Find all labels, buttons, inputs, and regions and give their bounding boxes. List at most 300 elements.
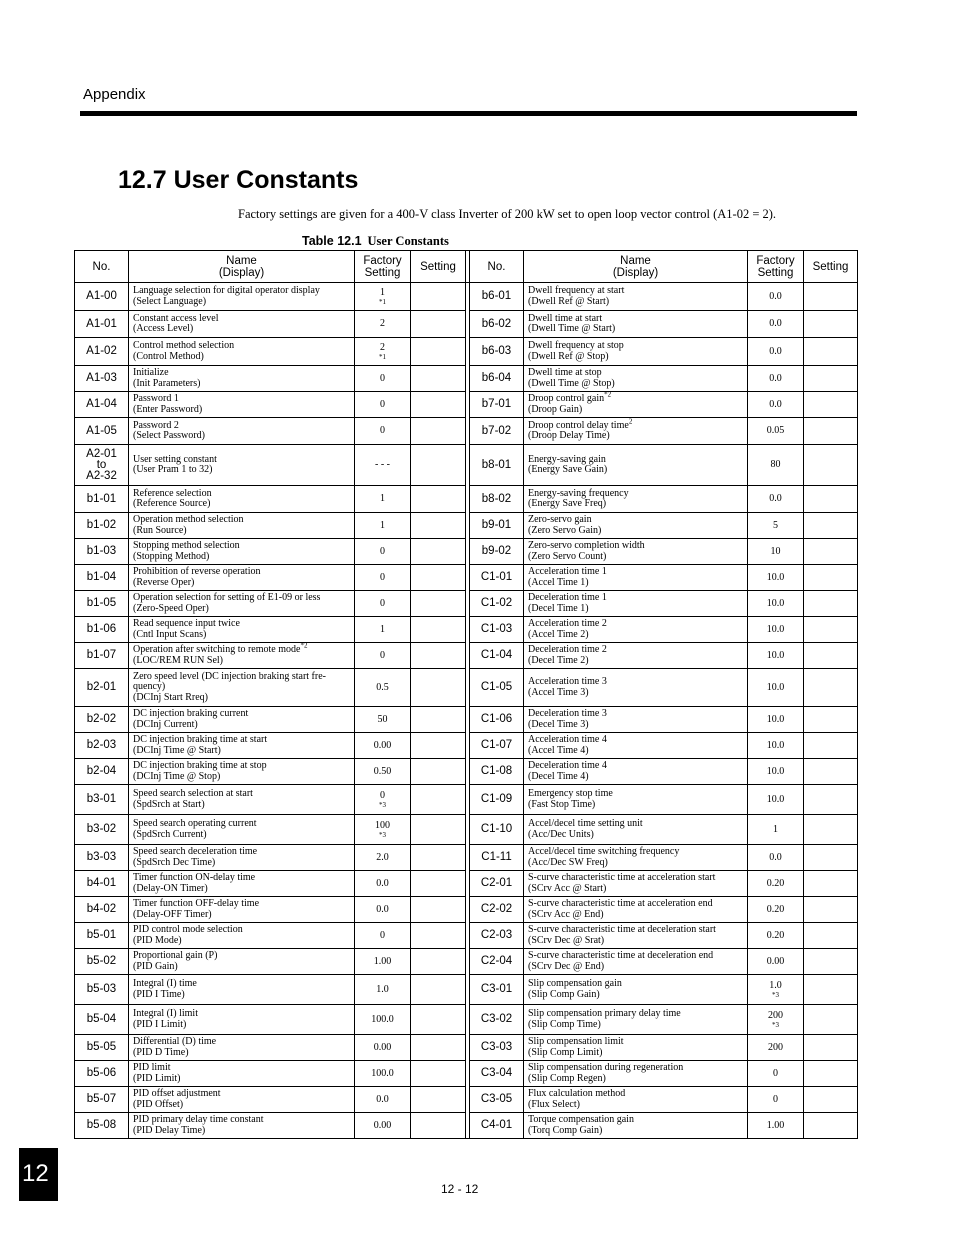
factory-setting-value: 10.0 [766,681,785,693]
constant-name-line: Integral (I) limit [133,1008,198,1019]
constant-name-line: Energy-saving frequency [528,487,629,499]
table-row [75,815,858,845]
constant-name-line: Speed search deceleration time [133,846,258,857]
constant-number [75,1005,129,1035]
table-row [75,923,858,949]
factory-setting-value: 100 [375,819,390,831]
constant-number [75,311,129,338]
user-setting-cell [411,1061,466,1087]
constant-name-line: Timer function ON-delay time [133,872,256,883]
factory-setting [748,565,804,591]
table-row [75,845,858,871]
factory-setting [748,338,804,366]
user-setting-cell [411,845,466,871]
table-row [75,1035,858,1061]
factory-setting [355,617,411,643]
constant-name-line: (DCInj Time @ Stop) [133,770,221,782]
factory-setting-value: 100.0 [371,1067,394,1079]
constant-number-text: A1-02 [86,345,117,357]
factory-setting [355,1113,411,1139]
constant-number-text: b5-08 [86,1119,117,1131]
col-header-no: No. [470,251,524,283]
constant-name-line: Zero-servo completion width [528,540,645,551]
constant-name-line: (Access Level) [133,323,194,334]
constant-name-line: DC injection braking time at start [133,734,268,745]
factory-setting [748,617,804,643]
constant-name-line: (Slip Comp Regen) [528,1072,606,1084]
factory-setting-value: 1.0 [769,979,782,991]
constant-name [524,897,748,923]
constant-number-text: C2-02 [480,903,513,915]
constant-name [524,707,748,733]
user-setting-cell [804,669,858,707]
constant-name-line: (Decel Time 2) [528,654,589,666]
constant-name-line: (Run Source) [133,524,187,536]
constant-name [524,1113,748,1139]
footnote-mark: *3 [379,830,386,839]
constant-name-line: (Energy Save Freq) [528,498,607,509]
table-body [75,283,858,1139]
col-header-name-line1: Name [620,254,651,267]
constant-name-line: (User Pram 1 to 32) [133,464,213,475]
user-setting-cell [411,1035,466,1061]
constant-name [129,1113,355,1139]
factory-setting-value: 10 [770,545,781,557]
user-setting-cell [411,283,466,311]
constant-number-text: C1-11 [481,851,512,863]
constant-name-line: Droop control delay time [528,419,629,431]
constant-number [470,565,524,591]
constant-name [129,539,355,565]
user-setting-cell [804,759,858,785]
constant-number [75,366,129,392]
constant-name [129,1087,355,1113]
constant-number [75,815,129,845]
user-setting-cell [411,785,466,815]
footnote-mark: *3 [772,990,779,999]
constant-number-text: C2-04 [480,955,513,967]
constant-name [129,445,355,486]
table-caption-title: User Constants [367,234,449,248]
table-row [75,338,858,366]
constant-name-line: Dwell time at stop [528,367,602,378]
constant-number-text: C1-02 [480,597,513,609]
constant-number [470,591,524,617]
factory-setting [748,643,804,669]
factory-setting [355,871,411,897]
factory-setting [748,785,804,815]
constant-name-line: (Reverse Oper) [133,576,195,588]
constant-name [524,871,748,897]
constant-name-line: (Slip Comp Time) [528,1018,601,1030]
constant-number [75,1113,129,1139]
constant-number-text: b2-01 [86,681,117,693]
constant-name [524,445,748,486]
constant-name-line: Torque compensation gain [528,1114,634,1125]
table-caption-label: Table 12.1 [302,234,362,248]
factory-setting [748,949,804,975]
constant-name-line: Accel/decel time switching frequency [528,846,680,857]
header-rule [80,111,857,116]
factory-setting-value: 0.50 [373,765,392,777]
constant-number [470,1061,524,1087]
constant-name-line: (Reference Source) [133,498,211,509]
factory-setting [748,1087,804,1113]
constant-number-text: b4-01 [86,877,117,889]
col-header-setting: Setting [804,251,858,283]
factory-setting-value: 10.0 [766,649,785,661]
factory-setting [748,1113,804,1139]
constant-name [524,392,748,418]
constant-name-line: DC injection braking current [133,708,249,719]
table-row [75,591,858,617]
table-row [75,445,858,486]
factory-setting-value: 10.0 [766,793,785,805]
user-setting-cell [411,486,466,513]
factory-setting-value: 0.0 [769,290,782,302]
constant-name-line: PID control mode selection [133,924,243,935]
factory-setting-value: 2 [380,318,385,329]
user-setting-cell [804,923,858,949]
constant-name-line: Acceleration time 3 [528,676,607,687]
user-setting-cell [804,418,858,445]
user-setting-cell [804,366,858,392]
factory-setting-value: 1.00 [766,1119,785,1131]
table-row [75,311,858,338]
user-setting-cell [411,311,466,338]
factory-setting-value: 0 [380,649,385,661]
constant-number-text: b5-04 [86,1013,117,1025]
constant-number-text: b6-02 [481,317,512,330]
user-setting-cell [411,366,466,392]
constant-number [75,707,129,733]
constant-name [524,338,748,366]
factory-setting-value: 2.0 [376,851,389,863]
factory-setting-value: 1 [380,493,385,504]
constant-name-line: (LOC/REM RUN Sel) [133,654,223,666]
constant-number [470,1113,524,1139]
constant-name-line: (Delay-OFF Timer) [133,908,212,920]
factory-setting [355,949,411,975]
factory-setting [748,1005,804,1035]
constant-number-text: A2-01 [86,447,117,460]
col-header-factory-line2: Setting [757,266,794,279]
table-row [75,975,858,1005]
constant-name [524,845,748,871]
constant-number [470,815,524,845]
factory-setting [355,1061,411,1087]
constant-name-line: Acceleration time 4 [528,734,607,745]
factory-setting [748,815,804,845]
constant-name-line: (Acc/Dec Units) [528,828,594,840]
constant-number [75,486,129,513]
constant-name-line: (Fast Stop Time) [528,798,596,810]
user-setting-cell [804,283,858,311]
factory-setting [355,1005,411,1035]
table-row [75,1005,858,1035]
constant-name [129,871,355,897]
constant-number [75,283,129,311]
constant-name [524,785,748,815]
user-setting-cell [411,923,466,949]
constant-name-line: S-curve characteristic time at acceleration start [528,872,716,883]
constant-number-text: b9-02 [481,545,512,557]
col-header-factory-line1: Factory [363,254,402,267]
constant-number [470,707,524,733]
factory-setting-value: 0.05 [766,425,785,436]
constant-number [75,338,129,366]
constant-number [75,539,129,565]
factory-setting-value: 0 [380,571,385,583]
constant-number-text: b5-03 [86,983,117,995]
factory-setting [355,283,411,311]
factory-setting-value: 0 [380,929,385,941]
constant-name-line: Slip compensation during regeneration [528,1062,684,1073]
constant-name-line: (Torq Comp Gain) [528,1124,603,1136]
factory-setting [748,486,804,513]
constant-name [129,759,355,785]
col-header-factory [748,251,804,283]
constant-number [75,392,129,418]
constant-number-text: b1-06 [86,623,117,635]
constant-name-line: (Dwell Time @ Stop) [528,377,615,389]
constant-number-text: C1-08 [480,765,513,777]
constant-name [524,591,748,617]
constant-name [129,617,355,643]
col-header-factory-line2: Setting [364,266,401,279]
constant-name-line: (Slip Comp Gain) [528,988,600,1000]
constant-number [470,617,524,643]
factory-setting [355,311,411,338]
constant-number [75,565,129,591]
constant-number [470,643,524,669]
table-row [75,1061,858,1087]
user-setting-cell [411,733,466,759]
constant-number [75,759,129,785]
constant-name [129,815,355,845]
constant-number [470,445,524,486]
constant-name-line: (SCrv Acc @ Start) [528,882,607,894]
user-setting-cell [411,1005,466,1035]
constant-name-line: Slip compensation gain [528,978,622,989]
constant-number [75,733,129,759]
constant-name [129,669,355,707]
header-label: Appendix [83,86,146,103]
constant-name-line: Slip compensation limit [528,1036,624,1047]
user-setting-cell [411,513,466,539]
constant-name-line: (Decel Time 1) [528,602,589,614]
user-setting-cell [411,759,466,785]
constant-number [75,975,129,1005]
factory-setting [748,366,804,392]
user-setting-cell [804,949,858,975]
table-row [75,897,858,923]
constant-name-line: (Delay-ON Timer) [133,882,208,894]
constant-name [524,975,748,1005]
constant-name-line: (Slip Comp Limit) [528,1046,603,1058]
constant-number-text: A1-04 [86,398,117,410]
constant-number-text: b1-01 [86,492,117,505]
constant-number [470,283,524,311]
constant-name-line: (Energy Save Gain) [528,464,608,475]
user-setting-cell [804,871,858,897]
constant-name-line: Read sequence input twice [133,618,240,629]
constant-name-line: (Accel Time 3) [528,686,589,698]
constant-name-line: User setting constant [133,453,217,465]
factory-setting [355,392,411,418]
user-setting-cell [411,707,466,733]
constant-number [75,785,129,815]
constant-name-line: (Droop Gain) [528,403,583,415]
constant-number-text: b3-01 [86,793,117,805]
user-setting-cell [411,565,466,591]
table-row [75,733,858,759]
factory-setting [748,445,804,486]
constant-name [129,785,355,815]
constant-name-line: Acceleration time 1 [528,566,607,577]
constant-number [470,366,524,392]
col-header-name [129,251,355,283]
user-setting-cell [411,669,466,707]
col-header-name-line2: (Display) [612,266,659,279]
constant-name-line: Slip compensation primary delay time [528,1008,681,1019]
user-setting-cell [804,513,858,539]
constant-number-text: b5-01 [86,929,117,941]
constant-number-text: b1-03 [86,545,117,557]
factory-setting [748,759,804,785]
factory-setting [355,486,411,513]
constant-name-line: Password 2 [133,419,179,431]
constant-name-line: Deceleration time 2 [528,644,607,655]
constant-name-line: (Acc/Dec SW Freq) [528,856,608,868]
factory-setting-value: 1.00 [373,955,392,967]
constant-number-text: b6-04 [481,372,512,384]
constant-number [75,1087,129,1113]
constant-name [129,392,355,418]
user-setting-cell [804,733,858,759]
constant-name-line: Energy-saving gain [528,453,606,465]
factory-setting-value: 80 [770,459,781,470]
factory-setting-value: - - - [375,459,390,470]
constant-number [470,486,524,513]
factory-setting [355,923,411,949]
constant-name [129,923,355,949]
constant-number-text: b7-02 [481,424,512,437]
constant-name-line: Language selection for digital operator display [133,285,320,296]
user-setting-cell [411,591,466,617]
constant-name-line: (DCInj Start Rreq) [133,691,208,703]
constant-name [524,311,748,338]
factory-setting-value: 1.0 [376,983,389,995]
factory-setting [748,418,804,445]
factory-setting-value: 1 [380,519,385,531]
constant-number-text: C1-09 [480,793,513,805]
constant-name-line: (PID Offset) [133,1098,184,1110]
table-row [75,565,858,591]
constant-name-line: Integral (I) time [133,978,197,989]
constant-number [470,845,524,871]
constant-name-line: Dwell frequency at stop [528,340,624,351]
constant-number-text: b1-02 [86,519,117,531]
user-setting-cell [804,1035,858,1061]
user-setting-cell [411,815,466,845]
constant-name-line: (PID Delay Time) [133,1124,206,1136]
col-header-name-line2: (Display) [218,266,265,279]
constant-number [75,643,129,669]
factory-setting-value: 0.0 [769,318,782,329]
constant-name [524,759,748,785]
constant-number [75,445,129,486]
constant-name [129,1061,355,1087]
footnote-mark: 2 [628,417,633,426]
factory-setting-value: 0.00 [766,955,785,967]
factory-setting [355,733,411,759]
factory-setting [355,975,411,1005]
user-setting-cell [804,486,858,513]
user-setting-cell [804,1005,858,1035]
constant-name [524,1005,748,1035]
user-setting-cell [411,1087,466,1113]
factory-setting [355,513,411,539]
constant-name-line: (PID I Limit) [133,1018,187,1030]
factory-setting [355,759,411,785]
user-setting-cell [411,338,466,366]
constant-number [470,418,524,445]
constant-number [75,897,129,923]
constant-number-text: b1-07 [86,649,117,661]
factory-setting-value: 0.00 [373,1119,392,1131]
factory-setting [355,815,411,845]
factory-setting [355,643,411,669]
constant-number [470,1087,524,1113]
constant-name [129,1005,355,1035]
constant-name-line: Emergency stop time [528,788,613,799]
constant-name-line: Droop control gain [528,393,605,404]
factory-setting-value: 0 [380,398,385,410]
table-row [75,1113,858,1139]
constant-number [470,785,524,815]
constant-name [129,643,355,669]
user-setting-cell [804,565,858,591]
user-setting-cell [804,785,858,815]
constant-name-line: (SCrv Dec @ End) [528,960,605,972]
factory-setting [355,897,411,923]
constant-name-line: (Select Password) [133,430,205,441]
constant-name-line: Zero speed level (DC injection braking start fre- [133,670,326,682]
constant-number-text: b6-01 [481,290,512,302]
factory-setting-value: 2 [380,341,385,353]
col-header-factory-line1: Factory [756,254,795,267]
factory-setting-value: 0 [773,1067,778,1079]
user-setting-cell [411,617,466,643]
constant-name-line: Proportional gain (P) [133,950,218,961]
constant-name [129,418,355,445]
constant-name-line: Reference selection [133,487,212,499]
constant-name-line: Deceleration time 1 [528,592,607,603]
constant-number-text: C1-07 [480,739,513,751]
factory-setting-value: 0.0 [769,493,782,504]
constant-number-text: C1-04 [480,649,513,661]
constant-name [129,486,355,513]
constant-name [524,366,748,392]
constant-name [129,338,355,366]
constant-name [129,366,355,392]
user-setting-cell [411,949,466,975]
factory-setting [355,591,411,617]
constant-name [129,591,355,617]
constant-name-line: Deceleration time 4 [528,760,607,771]
user-setting-cell [804,392,858,418]
